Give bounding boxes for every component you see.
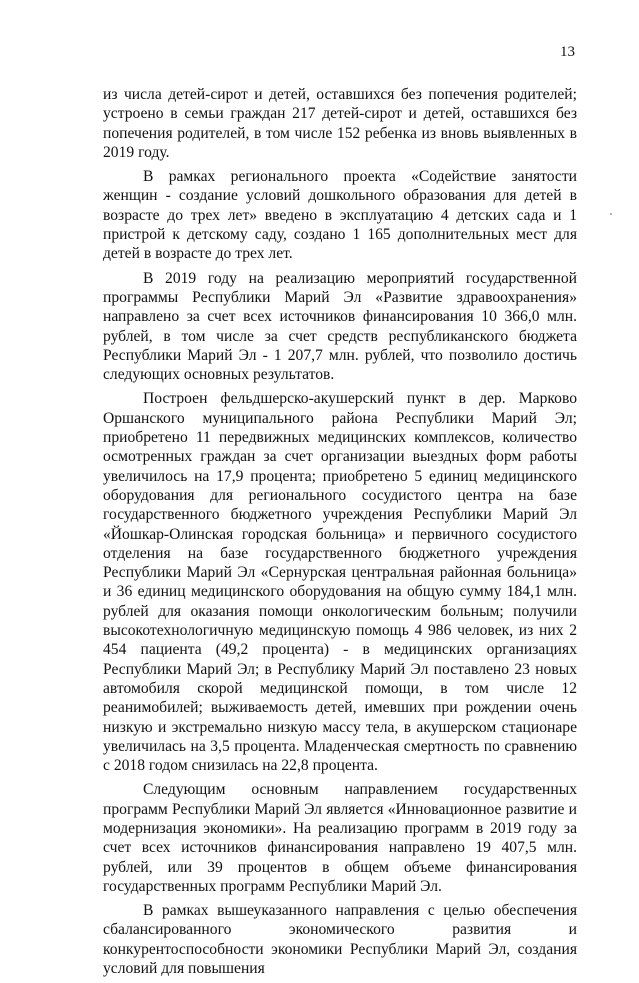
paragraph-preschool-project: В рамках регионального проекта «Содействие занятости женщин - создание условий дошкольного образования для детей в возрасте до трех лет» введено в эксплуатацию 4 детских сада и 1 пристрой к детскому саду, создано 1 165 дополнительных мест для детей в возрасте до трех лет. [103, 168, 577, 263]
paragraph-innovation-direction: Следующим основным направлением государственных программ Республики Марий Эл является «Инновационное развитие и модернизация экономики». На реализацию программ в 2019 году за счет всех источников финансирования направлено 19 407,5 млн. рублей, или 39 процентов в общем объеме финансирования государственных программ Республики Марий Эл. [103, 781, 577, 895]
scan-speck [610, 213, 612, 215]
paragraph-healthcare-funding: В 2019 году на реализацию мероприятий государственной программы Республики Марий Эл «Развитие здравоохранения» направлено за счет всех источников финансирования 10 366,0 млн. рублей, в том числе за счет средств республиканского бюджета Республики Марий Эл - 1 207,7 млн. рублей, что позволило достичь следующих основных результатов. [103, 269, 577, 384]
paragraph-economic-development: В рамках вышеуказанного направления с целью обеспечения сбалансированного экономического развития и конкурентоспособности экономики Республики Марий Эл, создания условий для повышения [103, 902, 577, 978]
page-number: 13 [560, 44, 575, 60]
paragraph-healthcare-results: Построен фельдшерско-акушерский пункт в дер. Марково Оршанского муниципального района Республики Марий Эл; приобретено 11 передвижных медицинских комплексов, количество осмотренных граждан за счет организации выездных форм работы увеличилось на 17,9 процента; приобретено 5 единиц медицинского оборудования для регионального сосудистого центра на базе государственного бюджетного учреждения Республики Марий Эл «Йошкар-Олинская городская больница» и первичного сосудистого отделения на базе государственного бюджетного учреждения Республики Марий Эл «Сернурская центральная районная больница» и 36 единиц медицинского оборудования на общую сумму 184,1 млн. рублей для оказания помощи онкологическим больным; получили высокотехнологичную медицинскую помощь 4 986 человек, из них 2 454 пациента (49,2 процента) - в медицинских организациях Республики Марий Эл; в Республику Марий Эл поставлено 23 новых автомобиля скорой медицинской помощи, в том числе 12 реанимобилей; выживаемость детей, имевших при рождении очень низкую и экстремально низкую массу тела, в акушерском стационаре увеличилась на 3,5 процента. Младенческая смертность по сравнению с 2018 годом снизилась на 22,8 процента. [103, 390, 577, 775]
body-text [103, 85, 577, 983]
paragraph-continuation: из числа детей-сирот и детей, оставшихся без попечения родителей; устроено в семьи граждан 217 детей-сирот и детей, оставшихся без попечения родителей, в том числе 152 ребенка из вновь выявленных в 2019 году. [103, 86, 577, 161]
